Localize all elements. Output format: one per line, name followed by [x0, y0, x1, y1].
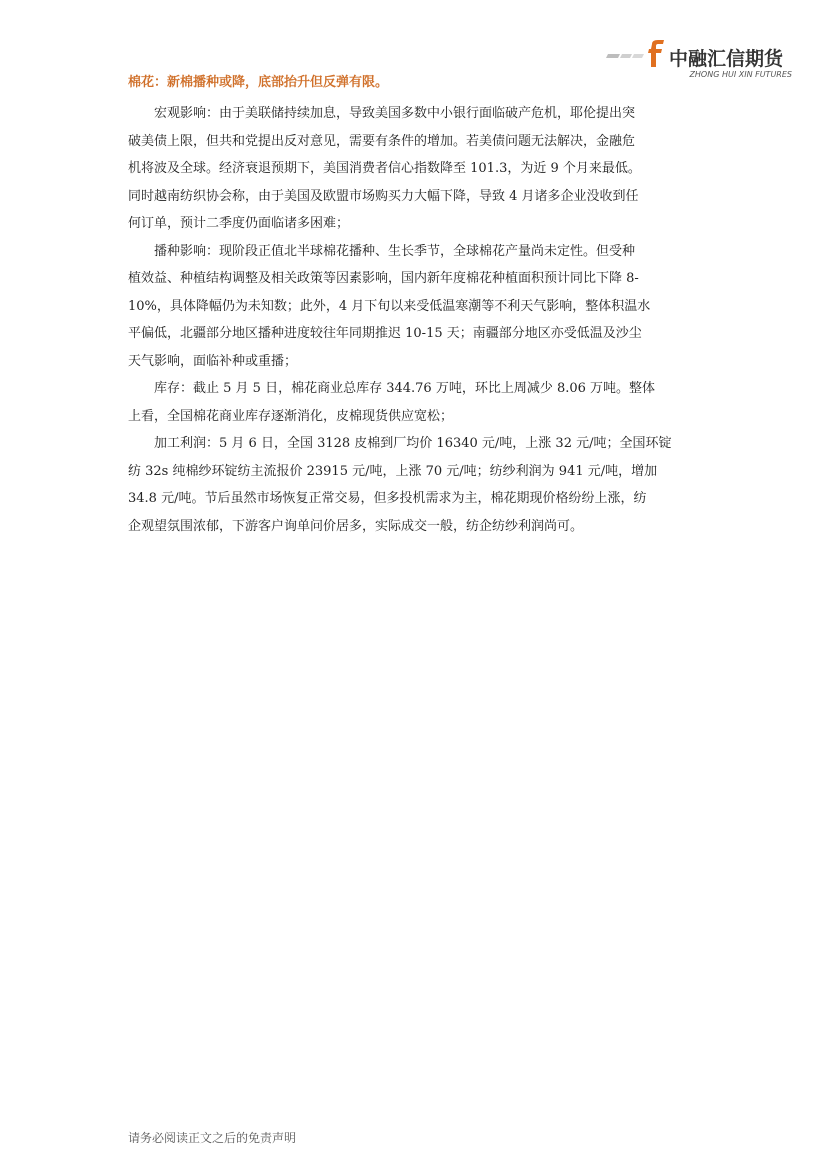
paragraph-processing-profit	[128, 430, 688, 540]
text-line: 10%，具体降幅仍为未知数；此外，4 月下旬以来受低温寒潮等不利天气影响，整体积温水	[128, 298, 651, 314]
text-line: 库存：截止 5 月 5 日，棉花商业总库存 344.76 万吨，环比上周减少 8.06 万吨。整体	[154, 381, 656, 396]
text-line: 平偏低，北疆部分地区播种进度较往年同期推迟 10-15 天；南疆部分地区亦受低温及沙尘	[128, 326, 642, 341]
text-line: 同时越南纺织协会称，由于美国及欧盟市场购买力大幅下降，导致 4 月诸多企业没收到任	[128, 188, 639, 204]
text-line: 播种影响：现阶段正值北半球棉花播种、生长季节，全球棉花产量尚未定性。但受种	[154, 243, 636, 259]
paragraph-planting	[128, 238, 688, 376]
text-line: 上看，全国棉花商业库存逐渐消化，皮棉现货供应宽松；	[128, 408, 454, 424]
text-line: 纺 32s 纯棉纱环锭纺主流报价 23915 元/吨，上涨 70 元/吨；纺纱利润为 941 元/吨，增加	[128, 463, 658, 479]
logo-chinese-name: 中融汇信期货	[669, 48, 784, 70]
footer-disclaimer: 请务必阅读正文之后的免责声明	[128, 1131, 297, 1145]
paragraph-inventory	[128, 375, 688, 430]
article-body	[128, 68, 688, 540]
text-line: 宏观影响：由于美联储持续加息，导致美国多数中小银行面临破产危机，耶伦提出突	[154, 106, 636, 121]
text-line: 植效益、种植结构调整及相关政策等因素影响，国内新年度棉花种植面积预计同比下降 8-	[128, 271, 639, 286]
text-line: 34.8 元/吨。节后虽然市场恢复正常交易，但多投机需求为主，棉花期现价格纷纷上涨，纺	[128, 491, 647, 506]
paragraph-macro	[128, 100, 688, 238]
logo-english-name: ZHONG HUI XIN FUTURES	[689, 70, 792, 79]
text-line: 破美债上限，但共和党提出反对意见，需要有条件的增加。若美债问题无法解决，金融危	[128, 133, 636, 149]
article-heading: 棉花：新棉播种或降，底部抬升但反弹有限。	[128, 75, 389, 90]
logo-mark-icon	[606, 40, 666, 70]
text-line: 加工利润：5 月 6 日，全国 3128 皮棉到厂均价 16340 元/吨，上涨 32 元/吨；全国环锭	[154, 436, 672, 451]
text-line: 何订单，预计二季度仍面临诸多困难；	[128, 216, 350, 231]
text-line: 企观望氛围浓郁，下游客户询单问价居多，实际成交一般，纺企纺纱利润尚可。	[128, 518, 584, 534]
text-line: 天气影响，面临补种或重播；	[128, 353, 298, 369]
text-line: 机将波及全球。经济衰退预期下，美国消费者信心指数降至 101.3，为近 9 个月来最低。	[128, 161, 641, 176]
